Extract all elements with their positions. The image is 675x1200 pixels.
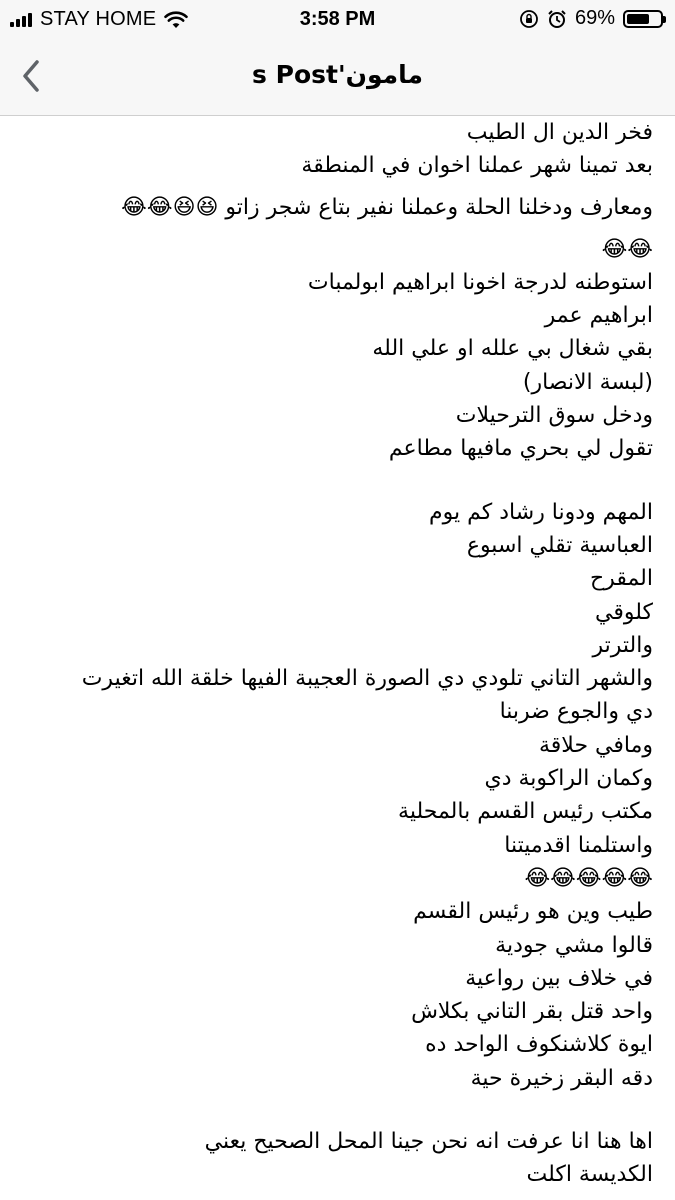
battery-fill: [627, 14, 649, 24]
post-line: 😂😂: [601, 236, 653, 262]
post-line: [13, 1095, 653, 1125]
post-line: 😂😂😂😂😂: [524, 865, 653, 891]
carrier-label: STAY HOME: [40, 8, 157, 30]
post-line: ومافي حلاقة: [539, 732, 653, 758]
post-line: دي والجوع ضربنا: [499, 699, 653, 725]
navigation-bar: [0, 38, 675, 116]
status-bar: [0, 0, 675, 38]
rotation-lock-icon: [519, 9, 539, 29]
post-content: [0, 116, 675, 1200]
post-line: ودخل سوق الترحيلات: [455, 403, 653, 429]
page-title: مامون's Post: [252, 60, 423, 89]
post-line: طيب وين هو رئيس القسم: [413, 899, 653, 925]
post-line: والترتر: [592, 632, 653, 658]
post-line: واحد قتل بقر التاني بكلاش: [411, 999, 653, 1025]
post-line: قالوا مشي جودية: [495, 932, 653, 958]
post-line: بعد تمينا شهر عملنا اخوان في المنطقة: [301, 153, 653, 179]
post-text: [13, 116, 653, 1192]
post-line: مكتب رئيس القسم بالمحلية: [398, 799, 653, 825]
post-line: المهم ودونا رشاد كم يوم: [429, 499, 653, 525]
post-line: تقول لي بحري مافيها مطاعم: [388, 436, 653, 462]
post-line: المقرح: [589, 566, 653, 592]
post-line: في خلاف بين رواعية: [465, 965, 653, 991]
post-line: واستلمنا اقدميتنا: [504, 832, 653, 858]
battery-percent: 69%: [574, 7, 615, 29]
post-line: اها هنا انا عرفت انه نحن جينا المحل الصحيح يعني: [204, 1129, 653, 1155]
post-line: دقه البقر زخيرة حية: [470, 1065, 653, 1091]
post-line: العباسية تقلي اسبوع: [466, 532, 653, 558]
post-line: كلوقي: [595, 599, 653, 625]
alarm-icon: [547, 9, 567, 29]
status-right: [519, 7, 663, 30]
post-line: والشهر التاني تلودي دي الصورة العجيبة الفيها خلقة الله اتغيرت: [81, 666, 653, 692]
clock: 3:58 PM: [299, 8, 376, 30]
post-line: وكمان الراكوبة دي: [484, 766, 653, 792]
post-line: ايوة كلاشنكوف الواحد ده: [425, 1032, 653, 1058]
post-line: ومعارف ودخلنا الحلة وعملنا نفير بتاع شجر زاتو 😆😆😂😂: [121, 194, 653, 220]
post-line: بقي شغال بي علله او علي الله: [372, 336, 653, 362]
post-line: فخر الدين ال الطيب: [466, 120, 653, 145]
battery-icon: [623, 10, 663, 28]
post-line: الكديسة اكلت: [526, 1162, 653, 1188]
post-line: (لبسة الانصار): [522, 369, 653, 395]
post-line: [13, 466, 653, 496]
post-line: ابراهيم عمر: [544, 303, 653, 329]
post-line: استوطنه لدرجة اخونا ابراهيم ابولمبات: [307, 269, 653, 295]
